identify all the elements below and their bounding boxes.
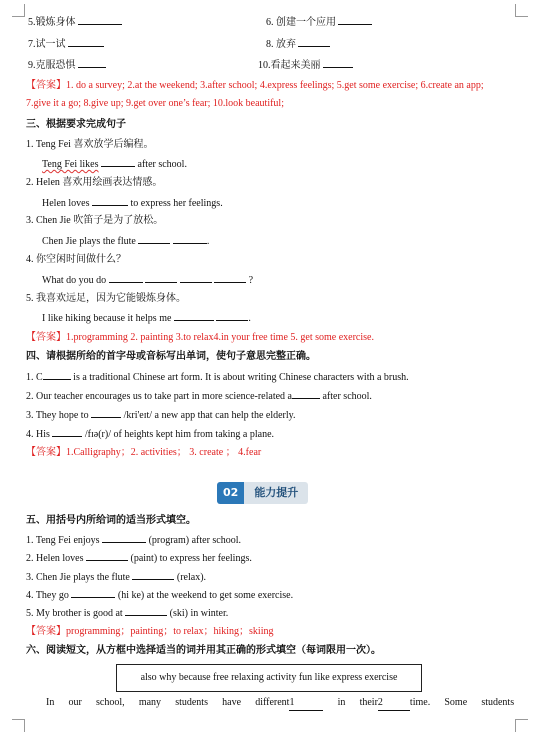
section-title: 六、阅读短文，从方框中选择适当的词并用其正确的形式填空（每词限用一次）。	[26, 645, 381, 656]
answer-line: 【答案】1. do a survey; 2.at the weekend; 3.after school; 4.express feelings; 5.get some exercise; 6.create an app;	[26, 80, 484, 91]
page-corner-mark	[515, 4, 528, 17]
vocab-item-10: 10.看起来美丽	[258, 58, 353, 73]
answer-label: 【答案】	[26, 626, 66, 637]
answer-line: 【答案】programming；painting；to relax；hiking；skiing	[26, 626, 274, 637]
page-corner-mark	[12, 719, 25, 732]
question-sentence: What do you do ?	[42, 275, 254, 286]
section-badge	[217, 482, 308, 504]
question-sentence: 3. Chen Jie plays the flute (relax).	[26, 572, 207, 583]
question-sentence: 5. My brother is good at (ski) in winter.	[26, 608, 229, 619]
blank-1: 1	[289, 696, 323, 711]
question-sentence: 4. His /fɪə(r)/ of heights kept him from taking a plane.	[26, 429, 275, 440]
vocab-item-5: 5.锻炼身体	[28, 15, 122, 30]
vocab-item-8: 8. 放弃	[266, 37, 330, 52]
answer-line: 【答案】1.programming 2. painting 3.to relax4.in your free time 5. get some exercise.	[26, 332, 374, 343]
question-prompt: 3. Chen Jie 吹笛子是为了放松。	[26, 215, 164, 226]
question-sentence: 2. Our teacher encourages us to take part in more science-related a after school.	[26, 391, 372, 402]
section-title: 四、请根据所给的首字母或音标写出单词，使句子意思完整正确。	[26, 351, 316, 362]
question-prompt: 1. Teng Fei 喜欢放学后编程。	[26, 139, 154, 150]
question-sentence: 3. They hope to /kri'eɪt/ a new app that can help the elderly.	[26, 410, 296, 421]
question-sentence: Teng Fei likes after school.	[42, 159, 187, 170]
page-corner-mark	[515, 719, 528, 732]
answer-label: 【答案】	[26, 447, 66, 458]
badge-number: 02	[217, 482, 244, 504]
question-sentence: 1. Teng Fei enjoys (program) after school.	[26, 535, 242, 546]
question-sentence: Chen Jie plays the flute .	[42, 236, 210, 247]
answer-label: 【答案】	[26, 332, 66, 343]
page-corner-mark	[12, 4, 25, 17]
question-sentence: 2. Helen loves (paint) to express her feelings.	[26, 553, 252, 564]
question-prompt: 4. 你空闲时间做什么？	[26, 254, 126, 265]
vocab-item-6: 6. 创建一个应用	[266, 15, 372, 30]
question-sentence: 4. They go (hi ke) at the weekend to get some exercise.	[26, 590, 294, 601]
passage-paragraph: In our school, many students have different1 in their2 time. Some students	[46, 696, 514, 711]
question-prompt: 2. Helen 喜欢用绘画表达情感。	[26, 177, 163, 188]
vocab-item-9: 9.克服恐惧	[28, 58, 106, 73]
question-sentence: 1. C is a traditional Chinese art form. It is about writing Chinese characters with a brush.	[26, 372, 409, 383]
answer-label: 【答案】	[26, 80, 66, 91]
question-sentence: Helen loves to express her feelings.	[42, 198, 223, 209]
question-prompt: 5. 我喜欢远足，因为它能锻炼身体。	[26, 293, 186, 304]
vocab-item-7: 7.试一试	[28, 37, 104, 52]
section-title: 五、用括号内所给词的适当形式填空。	[26, 515, 196, 526]
question-sentence: I like hiking because it helps me .	[42, 313, 251, 324]
section-title: 三、根据要求完成句子	[26, 119, 126, 130]
answer-line: 【答案】1.Calligraphy；2. activities； 3. create ； 4.fear	[26, 447, 262, 458]
blank-2: 2	[378, 696, 410, 711]
answer-line: 7.give it a go; 8.give up; 9.get over one’s fear; 10.look beautiful;	[26, 98, 284, 109]
badge-title: 能力提升	[244, 482, 308, 504]
word-bank-box: also why because free relaxing activity fun like express exercise	[116, 664, 422, 692]
